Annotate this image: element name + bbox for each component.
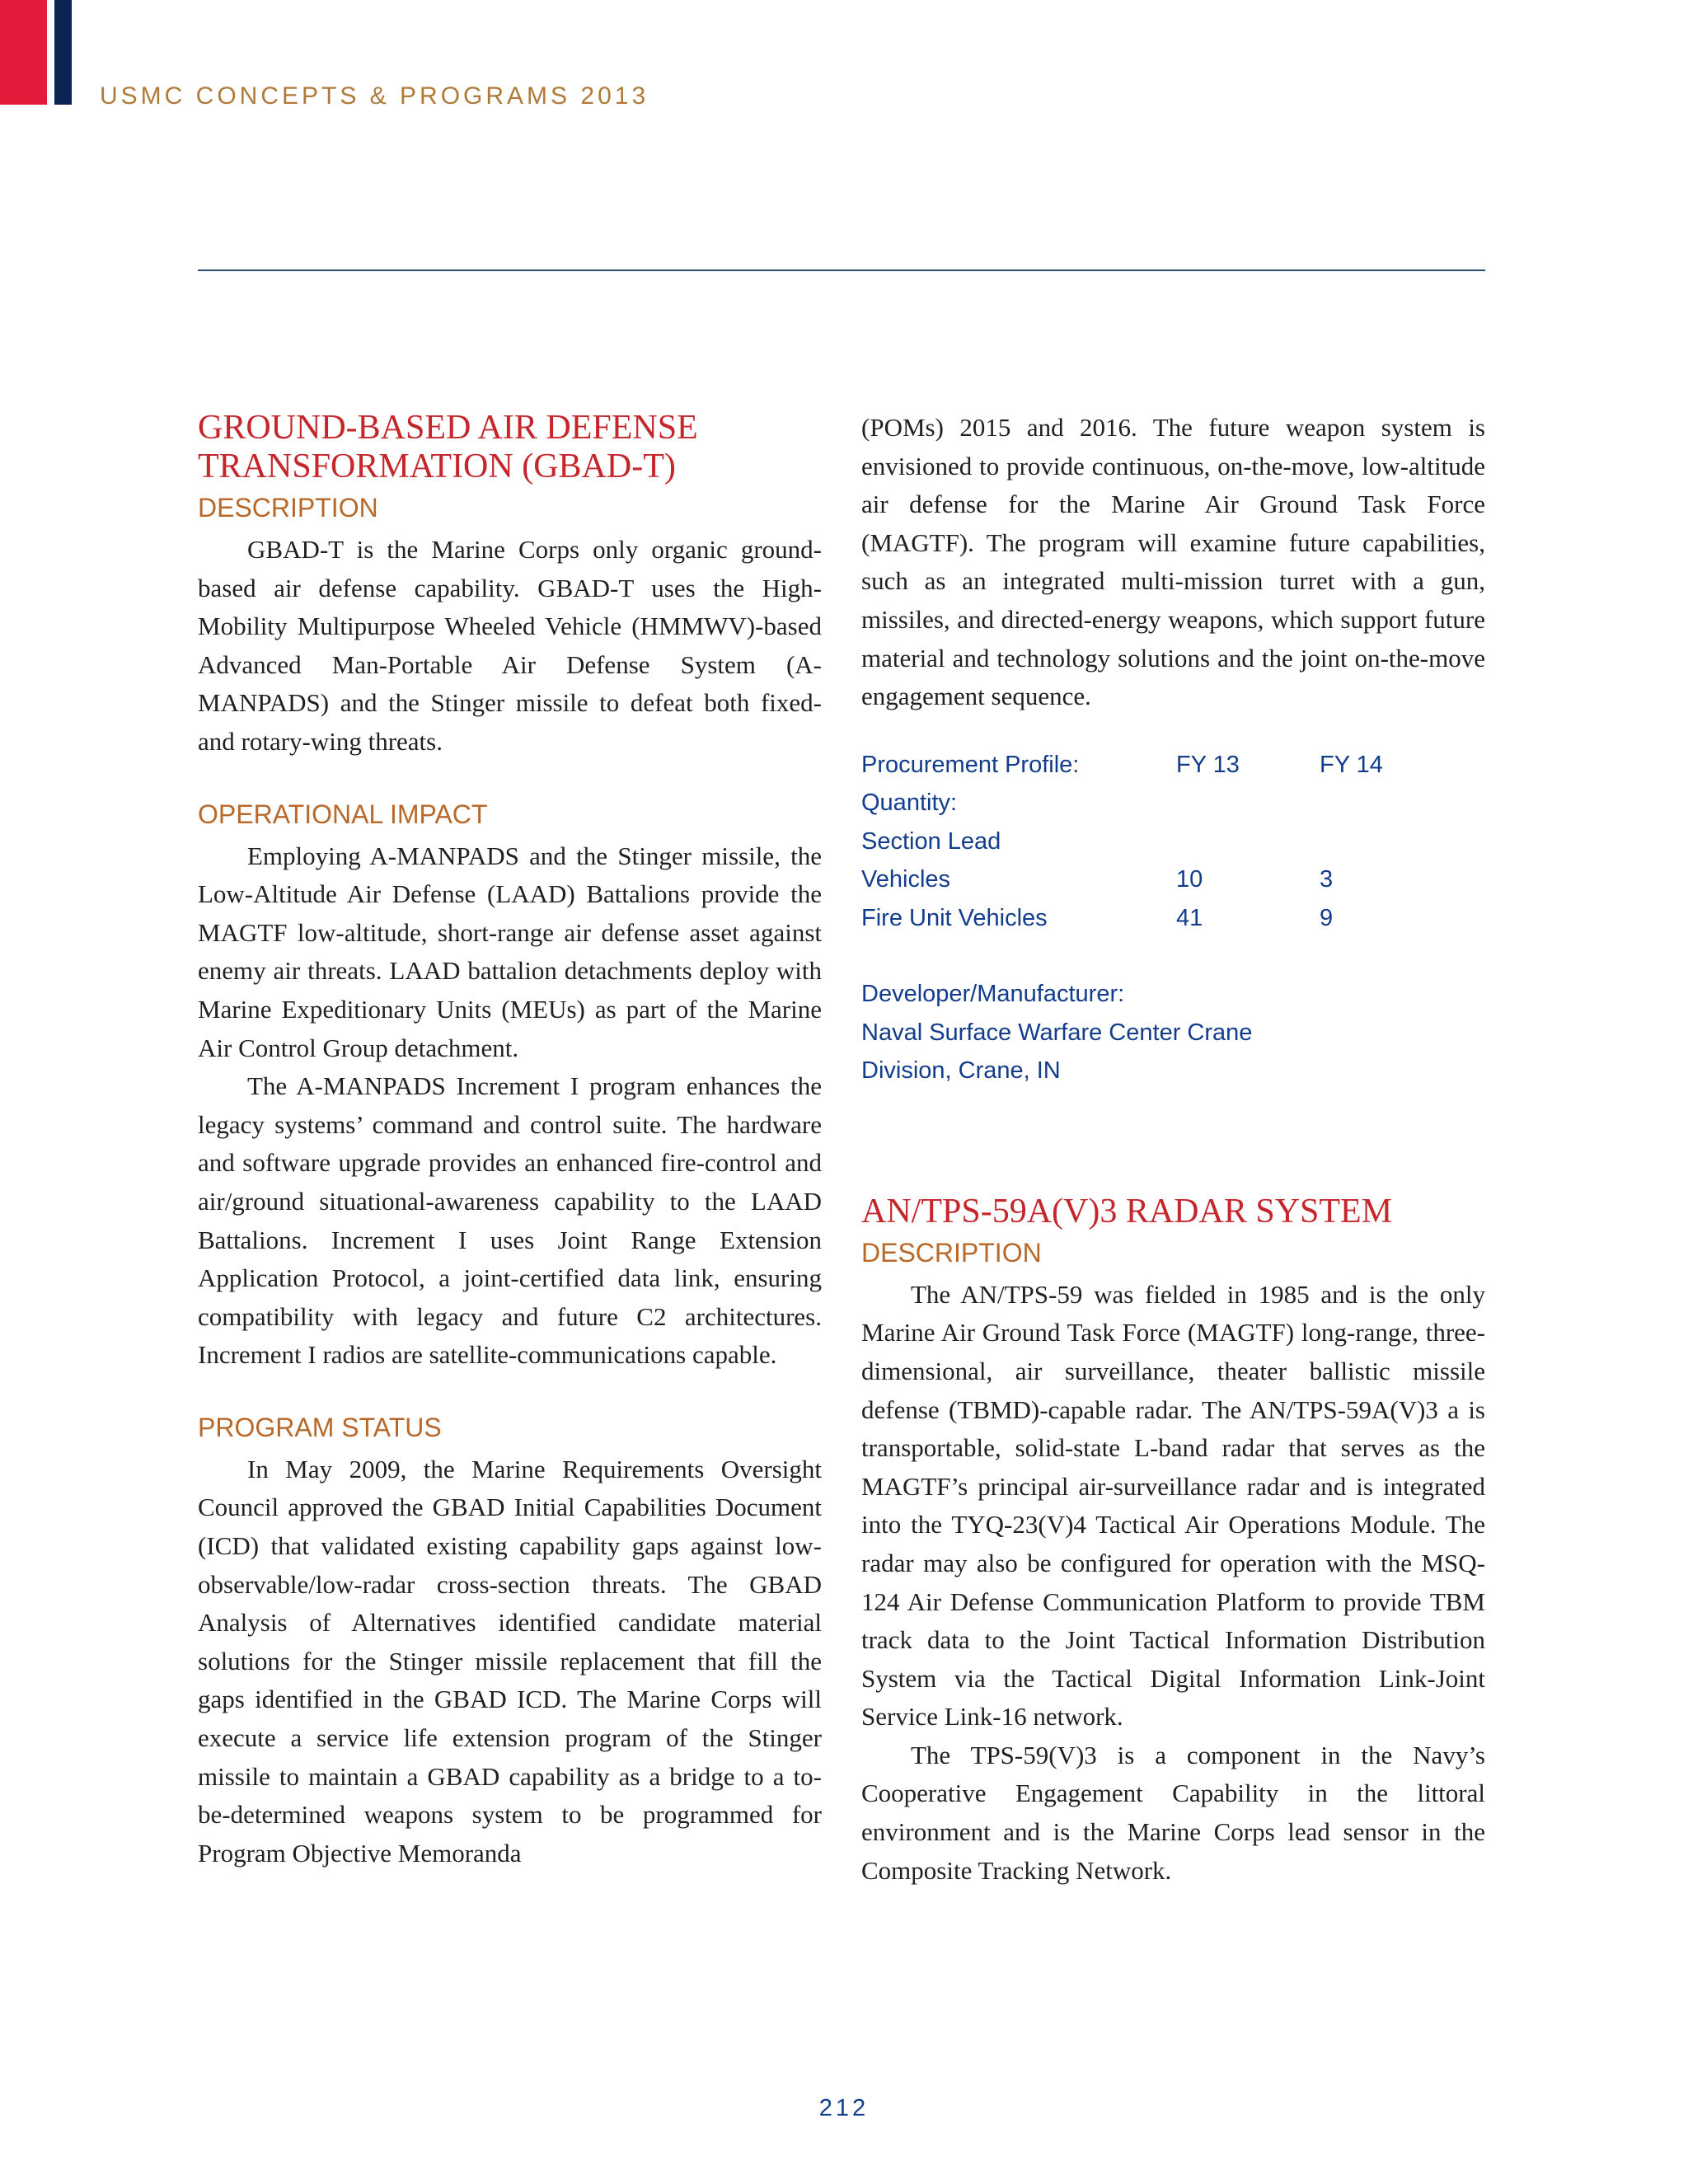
gbad-title-line1: GROUND-BASED AIR DEFENSE [198,409,698,447]
table-row [861,823,1485,861]
radar-description-text-1: The AN/TPS-59 was fielded in 1985 and is the only Marine Air Ground Task Force (MAGTF) long-range, three-dimensional, air surveillance, theater ballistic missile defense (TBMD)-capable radar. The AN/TPS-59A(V)3 a is transportable, solid-state L-band radar that serves as the MAGTF’s principal air-surveillance radar and is integrated into the TYQ-23(V)4 Tactical Air Operations Module. The radar may also be configured for operation with the MSQ-124 Air Defense Communication Platform to provide TBM track data to the Joint Tactical Information Distribution System via the Tactical Digital Information Link-Joint Service Link-16 network. [861,1279,1485,1732]
gbad-description-text: GBAD-T is the Marine Corps only organic ground-based air defense capability. GBAD-T uses the High-Mobility Multipurpose Wheeled Vehicle (HMMWV)-based Advanced Man-Portable Air Defense System (A-MANPADS) and the Stinger missile to defeat both fixed- and rotary-wing threats. [198,535,822,756]
row-fy14: 3 [1320,866,1334,893]
row-label: Vehicles [861,866,951,893]
row-label: Section Lead [861,827,1001,855]
row-fy14: 9 [1320,904,1334,931]
table-row [861,860,1485,899]
radar-title: AN/TPS-59A(V)3 RADAR SYSTEM [861,1192,1393,1230]
row-fy13: 41 [1176,904,1203,931]
row-label: Fire Unit Vehicles [861,904,1048,931]
procurement-quantity-label: Quantity: [861,790,958,817]
procurement-profile-table [861,746,1485,1090]
page-number: 212 [818,2095,870,2121]
running-head: USMC CONCEPTS & PROGRAMS 2013 [100,82,649,110]
header-rule [198,269,1485,271]
row-fy14 [1320,823,1443,861]
procurement-header-row [861,746,1485,785]
program-status-continued: (POMs) 2015 and 2016. The future weapon system is envisioned to provide continuous, on-the-move, low-altitude air defense for the Marine Air Ground Task Force (MAGTF). The program will examine future capabilities, such as an integrated multi-mission turret with a gun, missiles, and directed-energy weapons, which support future material and technology solutions and the joint on-the-move engagement sequence. [861,413,1485,711]
left-column [198,409,822,1872]
gbad-title-line2: TRANSFORMATION (GBAD-T) [198,448,676,485]
right-column [861,409,1485,1890]
row-fy13: 10 [1176,866,1203,893]
radar-description-text-2: The TPS-59(V)3 is a component in the Navy’s Cooperative Engagement Capability in the littoral environment and is the Marine Corps lead sensor in the Composite Tracking Network. [861,1740,1485,1885]
radar-description-heading: DESCRIPTION [861,1237,1042,1268]
developer-line-2: Division, Crane, IN [861,1057,1061,1085]
accent-bar-red [0,0,47,105]
developer-line-1: Naval Surface Warfare Center Crane [861,1019,1253,1046]
gbad-description-heading: DESCRIPTION [198,493,378,523]
procurement-header-label: Procurement Profile: [861,751,1080,778]
program-status-heading: PROGRAM STATUS [198,1412,442,1442]
program-status-text: In May 2009, the Marine Requirements Oversight Council approved the GBAD Initial Capabilities Document (ICD) that validated existing capability gaps against low-observable/low-radar cross-section threats. The GBAD Analysis of Alternatives identified candidate material solutions for the Stinger missile replacement that fill the gaps identified in the GBAD ICD. The Marine Corps will execute a service life extension program of the Stinger missile to maintain a GBAD capability as a bridge to a to-be-determined weapons system to be programmed for Program Objective Memoranda [198,1454,822,1868]
row-fy13 [1176,823,1320,861]
procurement-quantity-row [861,784,1485,823]
procurement-header-fy13: FY 13 [1176,751,1240,778]
table-row [861,899,1485,938]
developer-label: Developer/Manufacturer: [861,981,1125,1008]
developer-block [861,975,1485,1090]
operational-impact-text-1: Employing A-MANPADS and the Stinger missile, the Low-Altitude Air Defense (LAAD) Battalions provide the MAGTF low-altitude, short-range air defense asset against enemy air threats. LAAD battalion detachments deploy with Marine Expeditionary Units (MEUs) as part of the Marine Air Control Group detachment. [198,841,822,1062]
procurement-header-fy14: FY 14 [1320,751,1383,778]
accent-bar-blue [54,0,72,105]
operational-impact-text-2: The A-MANPADS Increment I program enhances the legacy systems’ command and control suite. The hardware and software upgrade provides an enhanced fire-control and air/ground situational-awareness capability to the LAAD Battalions. Increment I uses Joint Range Extension Application Protocol, a joint-certified data link, ensuring compatibility with legacy and future C2 architectures. Increment I radios are satellite-communications capable. [198,1071,822,1370]
gbad-title [198,409,822,486]
operational-impact-heading: OPERATIONAL IMPACT [198,799,488,829]
